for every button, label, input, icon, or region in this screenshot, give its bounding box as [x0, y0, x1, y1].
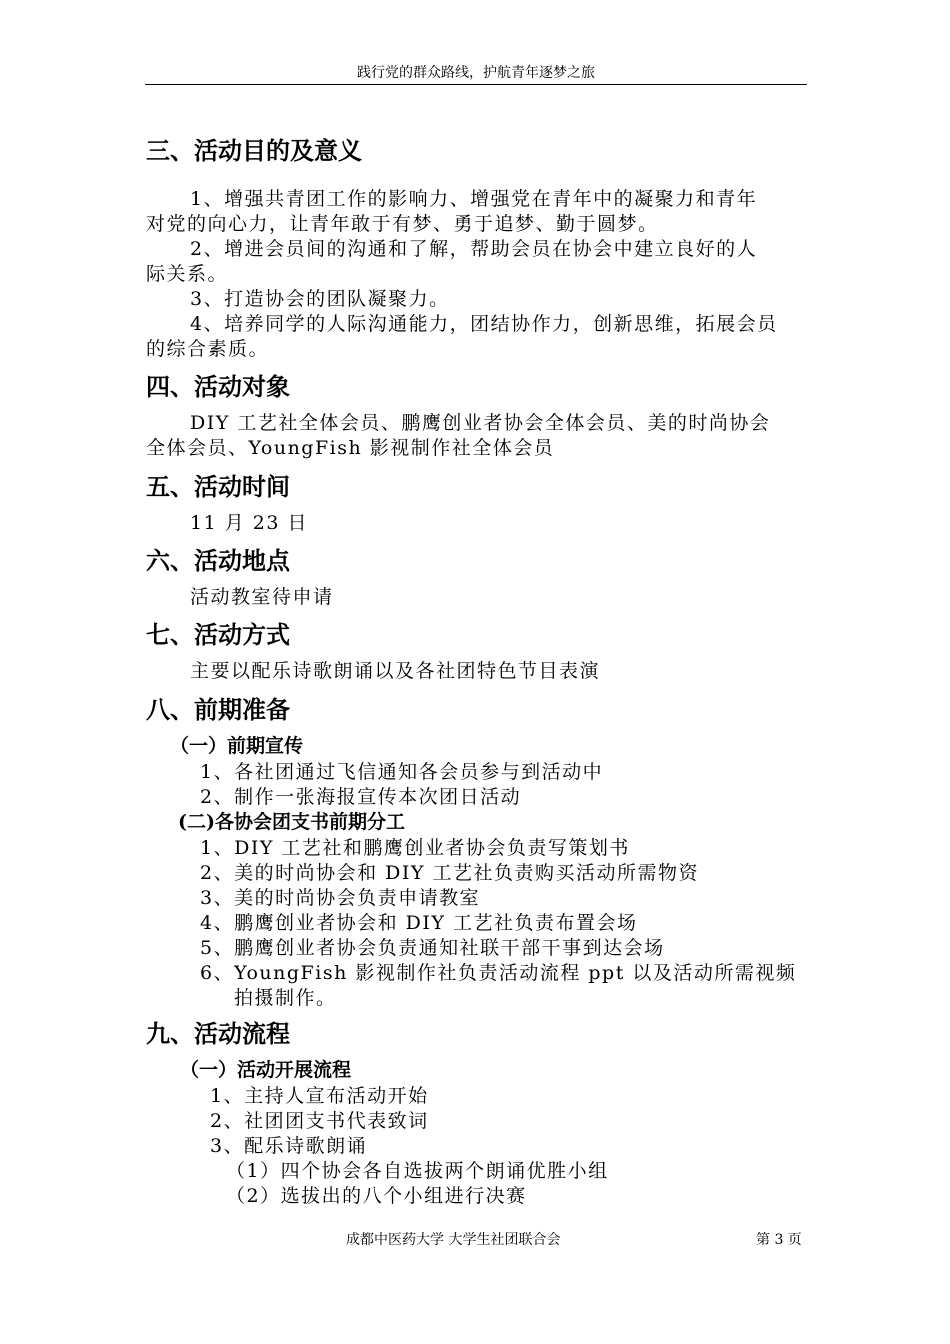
s9-item-3: 3、配乐诗歌朗诵 — [210, 1135, 368, 1157]
section-8-heading: 八、前期准备 — [146, 695, 290, 724]
section-5-heading: 五、活动时间 — [146, 472, 290, 501]
s8-sub2-item-6: 6、YoungFish 影视制作社负责活动流程 ppt 以及活动所需视频 — [200, 962, 797, 984]
header-rule — [145, 84, 807, 85]
s3-line-3: 2、增进会员间的沟通和了解，帮助会员在协会中建立良好的人 — [190, 238, 758, 260]
s3-line-4: 际关系。 — [146, 263, 229, 285]
section-7-heading: 七、活动方式 — [146, 620, 290, 649]
s3-line-1: 1、增强共青团工作的影响力、增强党在青年中的凝聚力和青年 — [190, 188, 758, 210]
s5-text: 11 月 23 日 — [190, 512, 308, 534]
s8-sub2-item-1: 1、DIY 工艺社和鹏鹰创业者协会负责写策划书 — [200, 837, 630, 859]
s8-sub1-item-2: 2、制作一张海报宣传本次团日活动 — [200, 786, 522, 808]
s8-sub1-heading: （一）前期宣传 — [170, 735, 304, 757]
footer-organization: 成都中医药大学 大学生社团联合会 — [346, 1232, 561, 1248]
s8-sub2-item-2: 2、美的时尚协会和 DIY 工艺社负责购买活动所需物资 — [200, 862, 699, 884]
s9-item-2: 2、社团团支书代表致词 — [210, 1110, 429, 1132]
s4-line-1: DIY 工艺社全体会员、鹏鹰创业者协会全体会员、美的时尚协会 — [190, 412, 771, 434]
s9-item-1: 1、主持人宣布活动开始 — [210, 1085, 429, 1107]
s9-sub1-heading: （一）活动开展流程 — [180, 1059, 352, 1081]
s8-sub2-item-4: 4、鹏鹰创业者协会和 DIY 工艺社负责布置会场 — [200, 912, 638, 934]
s9-item-3-sub-1: （1）四个协会各自选拔两个朗诵优胜小组 — [226, 1160, 609, 1182]
s3-line-5: 3、打造协会的团队凝聚力。 — [190, 288, 450, 310]
s8-sub2-item-3: 3、美的时尚协会负责申请教室 — [200, 887, 481, 909]
page-number: 第 3 页 — [756, 1232, 802, 1248]
s3-line-7: 的综合素质。 — [146, 338, 270, 360]
s8-sub1-item-1: 1、各社团通过飞信通知各会员参与到活动中 — [200, 761, 604, 783]
s8-sub2-item-5: 5、鹏鹰创业者协会负责通知社联干部干事到达会场 — [200, 937, 665, 959]
section-9-heading: 九、活动流程 — [146, 1019, 290, 1048]
s6-text: 活动教室待申请 — [190, 586, 334, 608]
section-3-heading: 三、活动目的及意义 — [146, 136, 362, 165]
s7-text: 主要以配乐诗歌朗诵以及各社团特色节目表演 — [190, 660, 601, 682]
s3-line-6: 4、培养同学的人际沟通能力，团结协作力，创新思维，拓展会员 — [190, 313, 778, 335]
s4-line-2: 全体会员、YoungFish 影视制作社全体会员 — [146, 437, 555, 459]
s3-line-2: 对党的向心力，让青年敢于有梦、勇于追梦、勤于圆梦。 — [146, 213, 659, 235]
s9-item-3-sub-2: （2）选拔出的八个小组进行决赛 — [226, 1185, 527, 1207]
section-6-heading: 六、活动地点 — [146, 546, 290, 575]
section-4-heading: 四、活动对象 — [146, 372, 290, 401]
s8-sub2-heading: (二)各协会团支书前期分工 — [178, 811, 405, 833]
s8-sub2-item-6-cont: 拍摄制作。 — [234, 987, 337, 1009]
page-header: 践行党的群众路线，护航青年逐梦之旅 — [357, 65, 595, 81]
